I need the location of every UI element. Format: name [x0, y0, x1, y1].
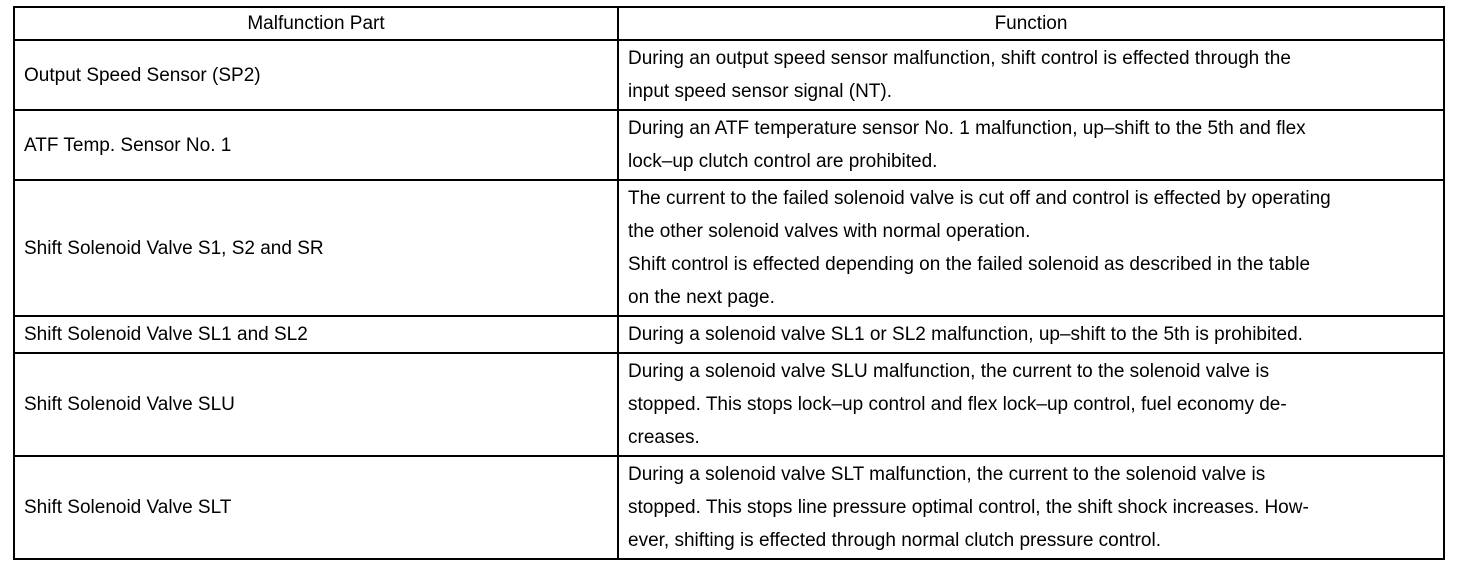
function-line: During a solenoid valve SLT malfunction, the current to the solenoid valve is: [628, 464, 1266, 485]
table-header-row: [14, 7, 1444, 40]
function-cell: [618, 110, 1444, 180]
function-cell: [618, 180, 1444, 316]
function-line: During a solenoid valve SL1 or SL2 malfunction, up–shift to the 5th is prohibited.: [628, 324, 1303, 345]
function-line: on the next page.: [628, 287, 775, 308]
function-line: During a solenoid valve SLU malfunction, the current to the solenoid valve is: [628, 361, 1270, 382]
function-line: creases.: [628, 427, 700, 448]
table-row: [14, 110, 1444, 180]
function-cell: [618, 40, 1444, 110]
malfunction-part-cell: ATF Temp. Sensor No. 1: [14, 110, 618, 180]
malfunction-part-cell: Shift Solenoid Valve SLT: [14, 456, 618, 559]
header-malfunction-part: Malfunction Part: [14, 7, 618, 40]
function-line: input speed sensor signal (NT).: [628, 81, 893, 102]
function-line: lock–up clutch control are prohibited.: [628, 151, 938, 172]
function-cell: [618, 456, 1444, 559]
function-line: Shift control is effected depending on the failed solenoid as described in the table: [628, 254, 1311, 275]
function-line: During an output speed sensor malfunction, shift control is effected through the: [628, 48, 1291, 69]
function-cell: [618, 316, 1444, 353]
table-row: [14, 40, 1444, 110]
header-function: Function: [618, 7, 1444, 40]
table-row: [14, 456, 1444, 559]
function-line: stopped. This stops line pressure optimal control, the shift shock increases. How-: [628, 497, 1309, 518]
malfunction-part-cell: Shift Solenoid Valve SLU: [14, 353, 618, 456]
malfunction-function-table: [13, 6, 1445, 560]
malfunction-part-cell: Shift Solenoid Valve SL1 and SL2: [14, 316, 618, 353]
function-cell: [618, 353, 1444, 456]
table-row: [14, 316, 1444, 353]
function-line: the other solenoid valves with normal operation.: [628, 221, 1031, 242]
table-row: [14, 353, 1444, 456]
malfunction-part-cell: Output Speed Sensor (SP2): [14, 40, 618, 110]
malfunction-part-cell: Shift Solenoid Valve S1, S2 and SR: [14, 180, 618, 316]
table-row: [14, 180, 1444, 316]
function-line: ever, shifting is effected through normal clutch pressure control.: [628, 530, 1161, 551]
function-line: The current to the failed solenoid valve is cut off and control is effected by operating: [628, 188, 1331, 209]
function-line: During an ATF temperature sensor No. 1 malfunction, up–shift to the 5th and flex: [628, 118, 1306, 139]
function-line: stopped. This stops lock–up control and flex lock–up control, fuel economy de-: [628, 394, 1287, 415]
